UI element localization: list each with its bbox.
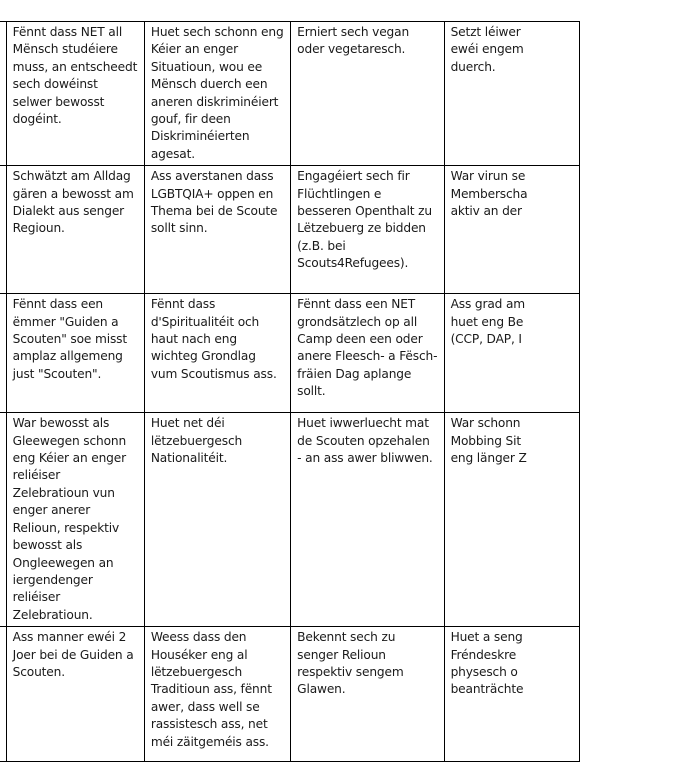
fragment-line: duerch. [450, 59, 496, 74]
table-row [0, 166, 580, 294]
table-cell: Schwätzt am Alldag gären a bewosst am Dialekt aus senger Regioun. [6, 166, 144, 294]
table-cell: Fënnt dass een NET grondsätzlech op all Camp deen een oder anere Fleesch- a Fësch-fräien Dag aplange sollt. [291, 294, 444, 413]
fragment-line: Huet a seng [450, 630, 523, 645]
fragment-line: aktiv an der [450, 204, 522, 219]
fragment-line: Setzt léiwer [450, 25, 521, 39]
table-row [0, 413, 580, 627]
table-cell: War bewosst als Gleewegen schonn eng Kéier an enger reliéiser Zelebratioun vun enger anerer Relioun, respektiv bewosst als Ongleewegen an iergendenger reliéiser Zelebratioun. [6, 413, 144, 627]
table-cell-partial-right [444, 413, 579, 627]
table-cell: Huet sech schonn eng Kéier an enger Situatioun, wou ee Mënsch duerch een aneren diskriminéiert gouf, fir deen Diskriminéierten agesat. [144, 22, 290, 166]
table-cell: Huet net déi lëtzebuergesch Nationalitéit. [144, 413, 290, 627]
fragment-line: physesch o [450, 664, 518, 679]
table-cell-partial-right [444, 294, 579, 413]
table-cell: Fënnt dass een ëmmer "Guiden a Scouten" soe misst amplaz allgemeng just "Scouten". [6, 294, 144, 413]
fragment-line: beanträchte [450, 682, 524, 697]
statement-table [0, 21, 580, 762]
table-cell: Erniert sech vegan oder vegetaresch. [291, 22, 444, 166]
table-cell-partial-right [444, 166, 579, 294]
fragment-line: War schonn [450, 416, 521, 431]
table-row [0, 22, 580, 166]
table-cell: Huet iwwerluecht mat de Scouten opzehalen - an ass awer bliwwen. [291, 413, 444, 627]
table-cell: Fënnt dass d'Spiritualitéit och haut nach eng wichteg Grondlag vum Scoutismus ass. [144, 294, 290, 413]
table-cell: Bekennt sech zu senger Relioun respektiv sengem Glawen. [291, 627, 444, 762]
table-cell: Fënnt dass NET all Mënsch studéiere muss, an entscheedt sech dowéinst selwer bewosst dogéint. [6, 22, 144, 166]
fragment-line: Memberscha [450, 186, 528, 201]
fragment-line: (CCP, DAP, I [450, 332, 522, 347]
table-cell: Engagéiert sech fir Flüchtlingen e besseren Openthalt zu Lëtzebuerg ze bidden (z.B. bei Scouts4Refugees). [291, 166, 444, 294]
fragment-line: eng länger Z [450, 451, 527, 466]
fragment-line: Ass grad am [450, 297, 526, 312]
fragment-line: ewéi engem [450, 42, 524, 57]
fragment-line: Mobbing Sit [450, 433, 521, 448]
table-cell: Ass averstanen dass LGBTQIA+ oppen en Thema bei de Scoute sollt sinn. [144, 166, 290, 294]
table-cell-partial-right [444, 22, 579, 166]
table-cell-partial-right [444, 627, 579, 762]
table-row [0, 627, 580, 762]
fragment-line: huet eng Be [450, 314, 524, 329]
fragment-line: Fréndeskre [450, 647, 517, 662]
table-row [0, 294, 580, 413]
fragment-line: War virun se [450, 169, 526, 184]
table-cell: Ass manner ewéi 2 Joer bei de Guiden a Scouten. [6, 627, 144, 762]
table-cell: Weess dass den Houséker eng al lëtzebuergesch Traditioun ass, fënnt awer, dass well se rassistesch ass, net méi zäitgeméis ass. [144, 627, 290, 762]
